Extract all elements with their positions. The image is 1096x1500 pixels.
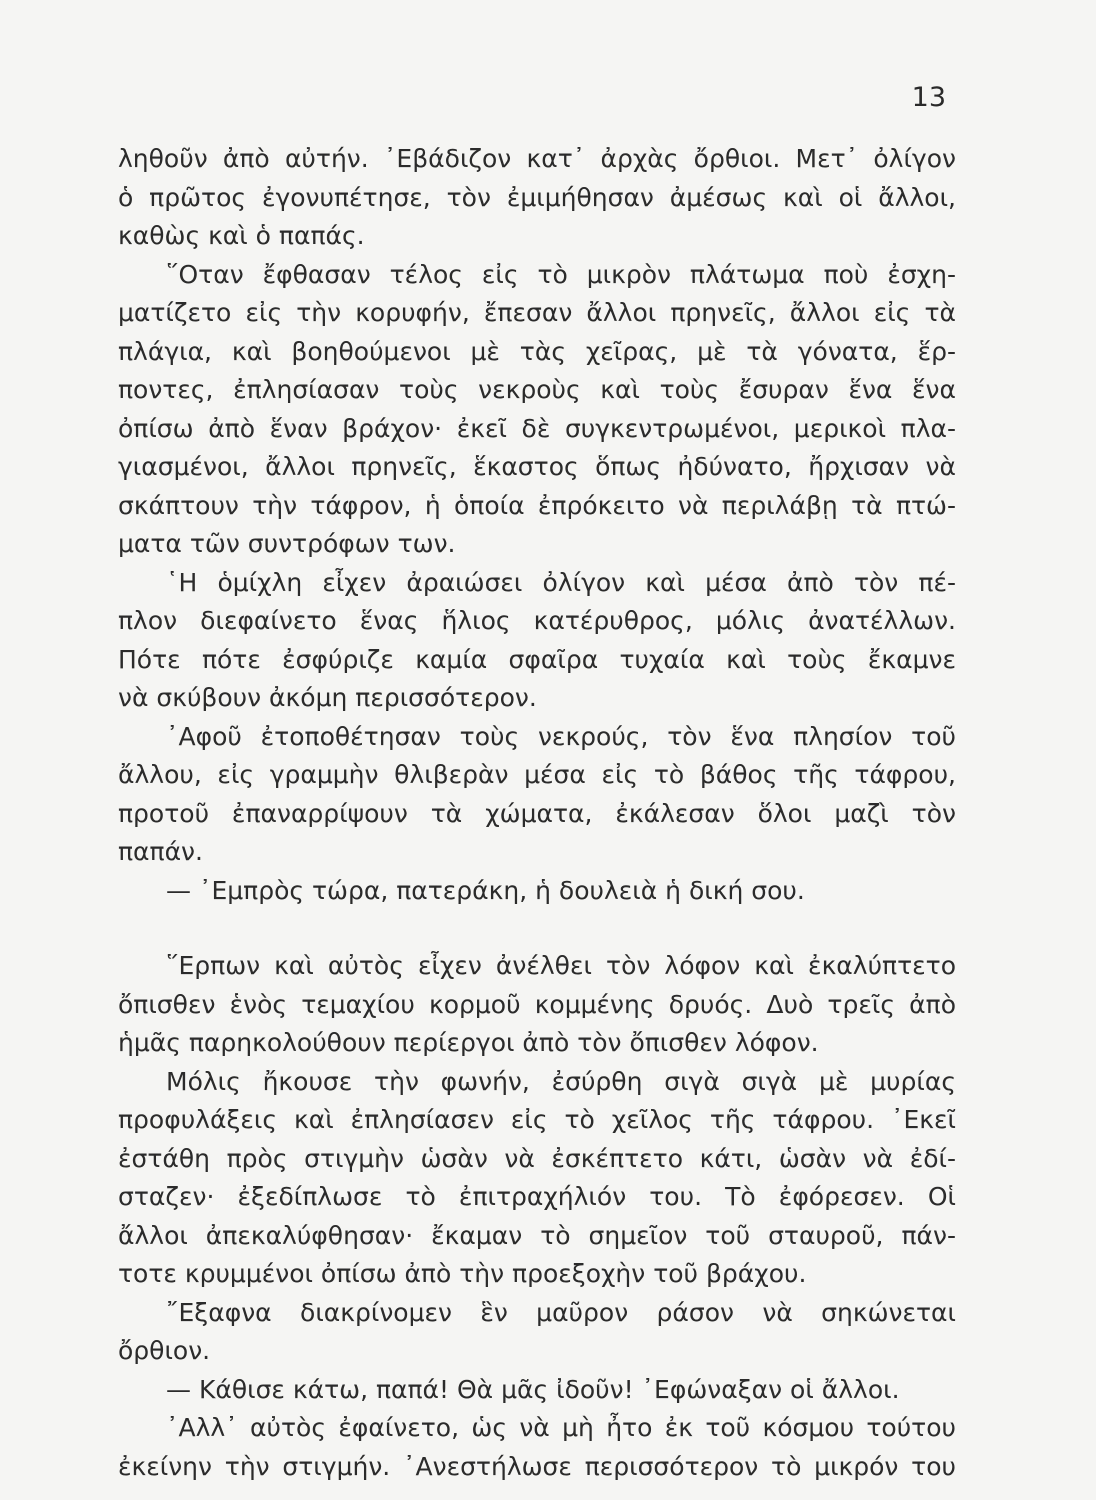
text-line: ὀπίσω ἀπὸ ἕναν βράχον· ἐκεῖ δὲ συγκεντρωμένοι, μερικοὶ πλα- bbox=[118, 413, 956, 443]
dialogue-line: — Κάθισε κάτω, παπά! Θὰ μᾶς ἰδοῦν! ᾽Εφώναξαν οἱ ἄλλοι. bbox=[166, 1374, 900, 1404]
text-line: Μόλις ἤκουσε τὴν φωνήν, ἐσύρθη σιγὰ σιγὰ μὲ μυρίας bbox=[166, 1066, 956, 1096]
text-line: σταζεν· ἐξεδίπλωσε τὸ ἐπιτραχήλιόν του. Τὸ ἐφόρεσεν. Οἱ bbox=[118, 1182, 956, 1211]
page-number: 13 bbox=[911, 82, 946, 113]
text-line: παπάν. bbox=[118, 837, 203, 866]
text-line: Πότε πότε ἐσφύριζε καμία σφαῖρα τυχαία καὶ τοὺς ἔκαμνε bbox=[118, 644, 956, 674]
text-line: ἐκείνην τὴν στιγμήν. ᾽Ανεστήλωσε περισσότερον τὸ μικρόν του bbox=[118, 1451, 956, 1481]
text-line: ὄπισθεν ἑνὸς τεμαχίου κορμοῦ κομμένης δρυός. Δυὸ τρεῖς ἀπὸ bbox=[118, 989, 956, 1019]
text-line: ᾽Αλλ᾽ αὐτὸς ἐφαίνετο, ὡς νὰ μὴ ἦτο ἐκ τοῦ κόσμου τούτου bbox=[166, 1413, 956, 1442]
text-line: ποντες, ἐπλησίασαν τοὺς νεκροὺς καὶ τοὺς ἔσυραν ἕνα ἕνα bbox=[118, 375, 956, 404]
text-line: προτοῦ ἐπαναρρίψουν τὰ χώματα, ἐκάλεσαν ὅλοι μαζὶ τὸν bbox=[118, 798, 956, 828]
text-line: ἡμᾶς παρηκολούθουν περίεργοι ἀπὸ τὸν ὄπισθεν λόφον. bbox=[118, 1028, 819, 1057]
text-line: ἄλλοι ἀπεκαλύφθησαν· ἔκαμαν τὸ σημεῖον τοῦ σταυροῦ, πάν- bbox=[118, 1220, 956, 1250]
text-line: ῾Η ὁμίχλη εἶχεν ἀραιώσει ὀλίγον καὶ μέσα ἀπὸ τὸν πέ- bbox=[166, 567, 956, 597]
text-line: πλον διεφαίνετο ἕνας ἥλιος κατέρυθρος, μόλις ἀνατέλλων. bbox=[118, 606, 956, 635]
text-line: ματίζετο εἰς τὴν κορυφήν, ἔπεσαν ἄλλοι πρηνεῖς, ἄλλοι εἰς τὰ bbox=[118, 298, 956, 327]
text-line: τοτε κρυμμένοι ὀπίσω ἀπὸ τὴν προεξοχὴν τοῦ βράχου. bbox=[118, 1259, 807, 1288]
text-line: ῞Ερπων καὶ αὐτὸς εἶχεν ἀνέλθει τὸν λόφον καὶ ἐκαλύπτετο bbox=[166, 951, 956, 980]
text-line: ῞Οταν ἔφθασαν τέλος εἰς τὸ μικρὸν πλάτωμα ποὺ ἐσχη- bbox=[166, 259, 956, 289]
text-line: πλάγια, καὶ βοηθούμενοι μὲ τὰς χεῖρας, μὲ τὰ γόνατα, ἕρ- bbox=[118, 336, 956, 366]
text-line: ἄλλου, εἰς γραμμὴν θλιβερὰν μέσα εἰς τὸ βάθος τῆς τάφρου, bbox=[118, 760, 956, 789]
text-line: προφυλάξεις καὶ ἐπλησίασεν εἰς τὸ χεῖλος τῆς τάφρου. ᾽Εκεῖ bbox=[118, 1105, 956, 1134]
dialogue-line: — ᾽Εμπρὸς τώρα, πατεράκη, ἡ δουλειὰ ἡ δική σου. bbox=[166, 875, 805, 905]
text-line: ῎Εξαφνα διακρίνομεν ἓν μαῦρον ράσον νὰ σηκώνεται bbox=[166, 1297, 956, 1327]
text-line: ματα τῶν συντρόφων των. bbox=[118, 529, 456, 558]
text-line: νὰ σκύβουν ἀκόμη περισσότερον. bbox=[118, 683, 537, 712]
text-line: ὁ πρῶτος ἐγονυπέτησε, τὸν ἐμιμήθησαν ἀμέσως καὶ οἱ ἄλλοι, bbox=[118, 182, 956, 212]
text-line: ληθοῦν ἀπὸ αὐτήν. ᾽Εβάδιζον κατ᾽ ἀρχὰς ὄρθιοι. Μετ᾽ ὀλίγον bbox=[118, 144, 956, 173]
text-line: ἐστάθη πρὸς στιγμὴν ὡσὰν νὰ ἐσκέπτετο κάτι, ὡσὰν νὰ ἐδί- bbox=[118, 1143, 956, 1173]
text-line: ὄρθιον. bbox=[118, 1336, 211, 1365]
section-gap bbox=[118, 910, 956, 947]
text-line: ᾽Αφοῦ ἐτοποθέτησαν τοὺς νεκρούς, τὸν ἕνα πλησίον τοῦ bbox=[166, 721, 956, 751]
body-text bbox=[118, 140, 956, 1486]
text-line: γιασμένοι, ἄλλοι πρηνεῖς, ἕκαστος ὅπως ἠδύνατο, ἤρχισαν νὰ bbox=[118, 452, 956, 481]
text-line: σκάπτουν τὴν τάφρον, ἡ ὁποία ἐπρόκειτο νὰ περιλάβῃ τὰ πτώ- bbox=[118, 490, 956, 520]
text-line: καθὼς καὶ ὁ παπάς. bbox=[118, 221, 365, 250]
